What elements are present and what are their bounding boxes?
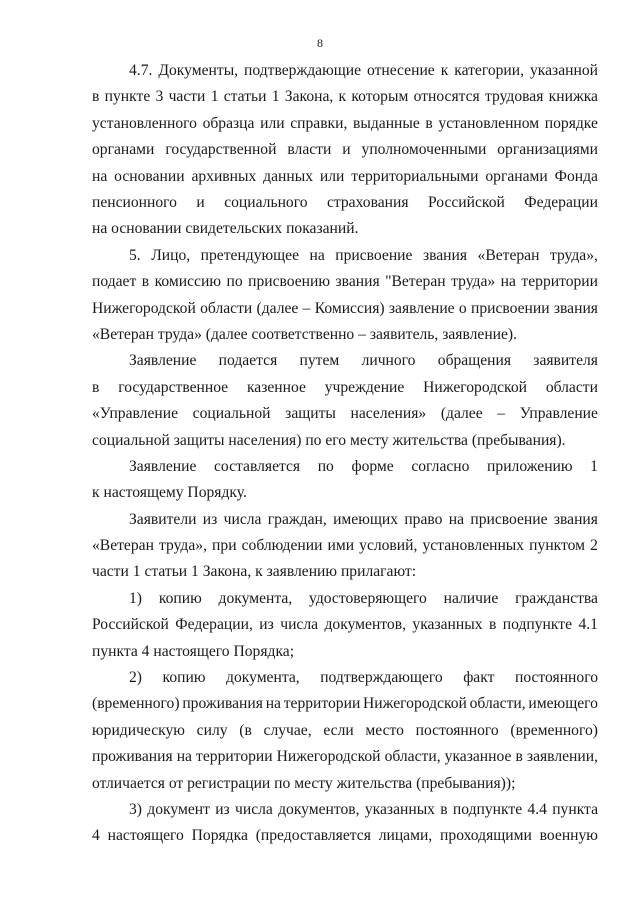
text-line [92,586,598,612]
word: ими [327,537,355,555]
word: форме [351,457,394,475]
word: указанных [412,616,483,634]
text-line [92,111,598,137]
word: заявителя [533,352,598,370]
word: (в [239,721,252,739]
word: пункте [104,88,151,106]
page-number: 8 [317,36,323,50]
text-line [92,744,598,770]
word: копию [158,589,202,607]
word: области [200,299,253,317]
word: документов, [278,801,360,819]
word: подтверждающего [320,669,443,687]
word: 1) [129,589,142,607]
word: Заявление [129,352,197,370]
word: звания [553,299,598,317]
word: пунктом [529,537,586,555]
word: территории [196,748,273,766]
word: относятся [413,88,480,106]
text-line [92,137,598,163]
word: государственное [118,378,229,396]
word: 3 [155,88,164,106]
word: подтверждающие [244,62,362,79]
word: части [168,88,206,106]
word: данных [263,167,313,185]
word: факт [463,669,495,687]
word: Фонда [554,167,598,185]
word: лицами, [378,827,433,845]
word: о [458,299,467,317]
word: в [425,114,433,132]
word: страхования [326,193,409,211]
word: установленном [438,114,540,132]
word: Заявители [129,510,197,528]
word: трудовая [485,88,544,106]
word: – [497,405,506,423]
word: при [212,537,237,555]
document-body [92,58,598,850]
word: соблюдении [241,537,323,555]
word: удостоверяющего [309,589,427,607]
word: на [265,695,281,713]
word: на [92,167,108,185]
word: военную [539,827,598,845]
word: или [319,167,345,185]
word: 4 [92,827,100,845]
word: населения» [350,405,427,423]
word: казенное [246,378,306,396]
word: или [260,114,285,132]
word: в [488,616,497,634]
word: из [259,616,274,634]
text-line [92,691,598,717]
word: на [309,246,325,264]
word: 2 [590,537,598,555]
word: звания [422,246,468,264]
word: присвоение [470,510,548,528]
word: книжка [548,88,598,106]
word: социального [224,193,308,211]
word: наличие [443,589,499,607]
word: силу [196,721,228,739]
word: комиссию [154,273,221,291]
word: имеющих [333,510,398,528]
word: выданные [353,114,420,132]
word: подпункте [452,801,523,819]
word: 4.4 [527,801,547,819]
word: по [317,457,334,475]
word: имеющего [528,695,598,713]
word: учреждение [324,378,405,396]
word: юридическую [92,721,185,739]
word: государственной [165,141,277,159]
word: которым [351,88,409,106]
word: 1 [271,88,280,106]
word: проживания [92,748,173,766]
word: пункта [552,801,598,819]
word: путем [299,352,340,370]
text-line [92,190,598,216]
word: «Ветеран [477,246,540,264]
word: (временного) [92,695,180,713]
text-line [92,507,598,533]
text-line [92,348,598,374]
word: подпункте [502,616,572,634]
word: труда», [159,537,207,555]
paragraph-4-7 [92,58,598,243]
word: территории [283,695,361,713]
paragraph-5 [92,243,598,349]
word: справки, [290,114,348,132]
word: документа, [226,669,300,687]
word: на [176,748,192,766]
word: заявлении, [526,748,598,766]
word: органами [92,141,155,159]
word: установленного [92,114,197,132]
word: проживания [182,695,263,713]
word: Нижегородской [363,695,467,713]
word: (далее [256,299,299,317]
word: постоянного [415,721,499,739]
word: составляется [214,457,301,475]
word: документа, [218,589,293,607]
text-line [92,454,598,480]
word: случае, [263,721,312,739]
word: Порядка [191,827,248,845]
word: указанное [444,748,512,766]
word: категории, [454,62,525,79]
word: числа [235,801,273,819]
word: порядке [544,114,598,132]
word: на [500,273,516,291]
text-line [92,84,598,110]
word: (временного) [510,721,598,739]
text-line [92,58,598,84]
word: к [440,62,449,79]
word: в [440,801,448,819]
word: Заявление [129,457,197,475]
text-line: части 1 статьи 1 Закона, к заявлению прилагают: [92,563,417,581]
word: из [215,801,230,819]
word: труда» [451,273,496,291]
word: постоянного [514,669,598,687]
word: защиты [285,405,336,423]
text-line [92,375,598,401]
word: 5. [129,246,141,264]
text-line [92,797,598,823]
word: Нижегородской [423,378,527,396]
text-line [92,243,598,269]
word: документ [147,801,210,819]
paragraph-application-submission [92,348,598,454]
word: настоящего [107,827,184,845]
word: из [202,510,218,528]
word: образца [202,114,255,132]
word: присвоению [248,273,331,291]
text-line [92,612,598,638]
word: в [515,748,523,766]
word: 3) [129,801,142,819]
word: пенсионного [92,193,177,211]
list-item-1 [92,586,598,665]
word: и [196,193,205,211]
word: архивных [191,167,257,185]
text-line: «Ветеран труда» (далее соответственно – заявитель, заявление). [92,325,518,343]
word: обращения [437,352,512,370]
word: установленных [422,537,525,555]
word: области, [384,748,441,766]
word: место [365,721,404,739]
word: Лицо, [151,246,191,264]
text-line [92,164,598,190]
text-line: отличается от регистрации по месту жительства (пребывания)); [92,774,516,792]
word: «Управление [92,405,179,423]
word: – [302,299,311,317]
word: власти [287,141,332,159]
word: личного [361,352,416,370]
word: территории [521,273,598,291]
word: условий, [359,537,418,555]
word: Закона, [284,88,334,106]
text-line [92,296,598,322]
word: 4.7. [129,62,153,79]
word: в [141,273,150,291]
word: проходящими [440,827,532,845]
word: подается [218,352,278,370]
word: «Ветеран [92,537,154,555]
word: и [342,141,351,159]
word: органами [485,167,548,185]
word: организациями [497,141,598,159]
word: подает [92,273,137,291]
word: труда», [549,246,598,264]
word: Федерации, [175,616,253,634]
word: территориальными [351,167,479,185]
word: Нижегородской [92,299,196,317]
word: Комиссия) [314,299,385,317]
text-line: социальной защиты населения) по его месту жительства (пребывания). [92,431,566,449]
word: документов, [324,616,406,634]
word: звания [335,273,380,291]
text-line [92,718,598,744]
word: по [226,273,243,291]
word: на [448,510,465,528]
word: указанных [364,801,435,819]
word: 4.1 [578,616,598,634]
text-line [92,533,598,559]
word: "Ветеран [385,273,446,291]
word: присвоении [470,299,550,317]
word: Нижегородской [276,748,381,766]
text-line: пункта 4 настоящего Порядка; [92,642,295,660]
word: социальной [192,405,271,423]
word: граждан, [267,510,327,528]
word: к [338,88,347,106]
list-item-3 [92,797,598,850]
word: статьи [223,88,267,106]
word: области [545,378,598,396]
word: если [323,721,354,739]
word: заявление [388,299,455,317]
paragraph-application-form [92,454,598,507]
text-line [92,665,598,691]
word: уполномоченными [361,141,487,159]
word: 1 [590,457,598,475]
word: 2) [129,669,142,687]
word: гражданства [515,589,598,607]
word: Управление [519,405,598,423]
word: в [92,378,100,396]
word: 1 [210,88,219,106]
word: Документы, [158,62,239,79]
word: (предоставляется [255,827,371,845]
text-line: на основании свидетельских показаний. [92,220,359,238]
text-line [92,269,598,295]
text-line: к настоящему Порядку. [92,484,247,502]
word: области, [469,695,526,713]
word: числа [223,510,262,528]
word: указанной [530,62,598,79]
text-line [92,401,598,427]
word: претендующее [200,246,300,264]
word: Федерации [524,193,598,211]
paragraph-applicants-attach [92,507,598,586]
word: Российской [427,193,505,211]
word: (далее [440,405,483,423]
word: приложению [487,457,573,475]
word: копию [162,669,206,687]
word: основании [114,167,185,185]
word: присвоение [335,246,413,264]
word: право [404,510,443,528]
word: числа [280,616,319,634]
word: согласно [411,457,470,475]
text-line [92,823,598,849]
word: Российской [92,616,169,634]
list-item-2 [92,665,598,797]
word: в [92,88,100,106]
word: отнесение [367,62,435,79]
word: звания [553,510,598,528]
